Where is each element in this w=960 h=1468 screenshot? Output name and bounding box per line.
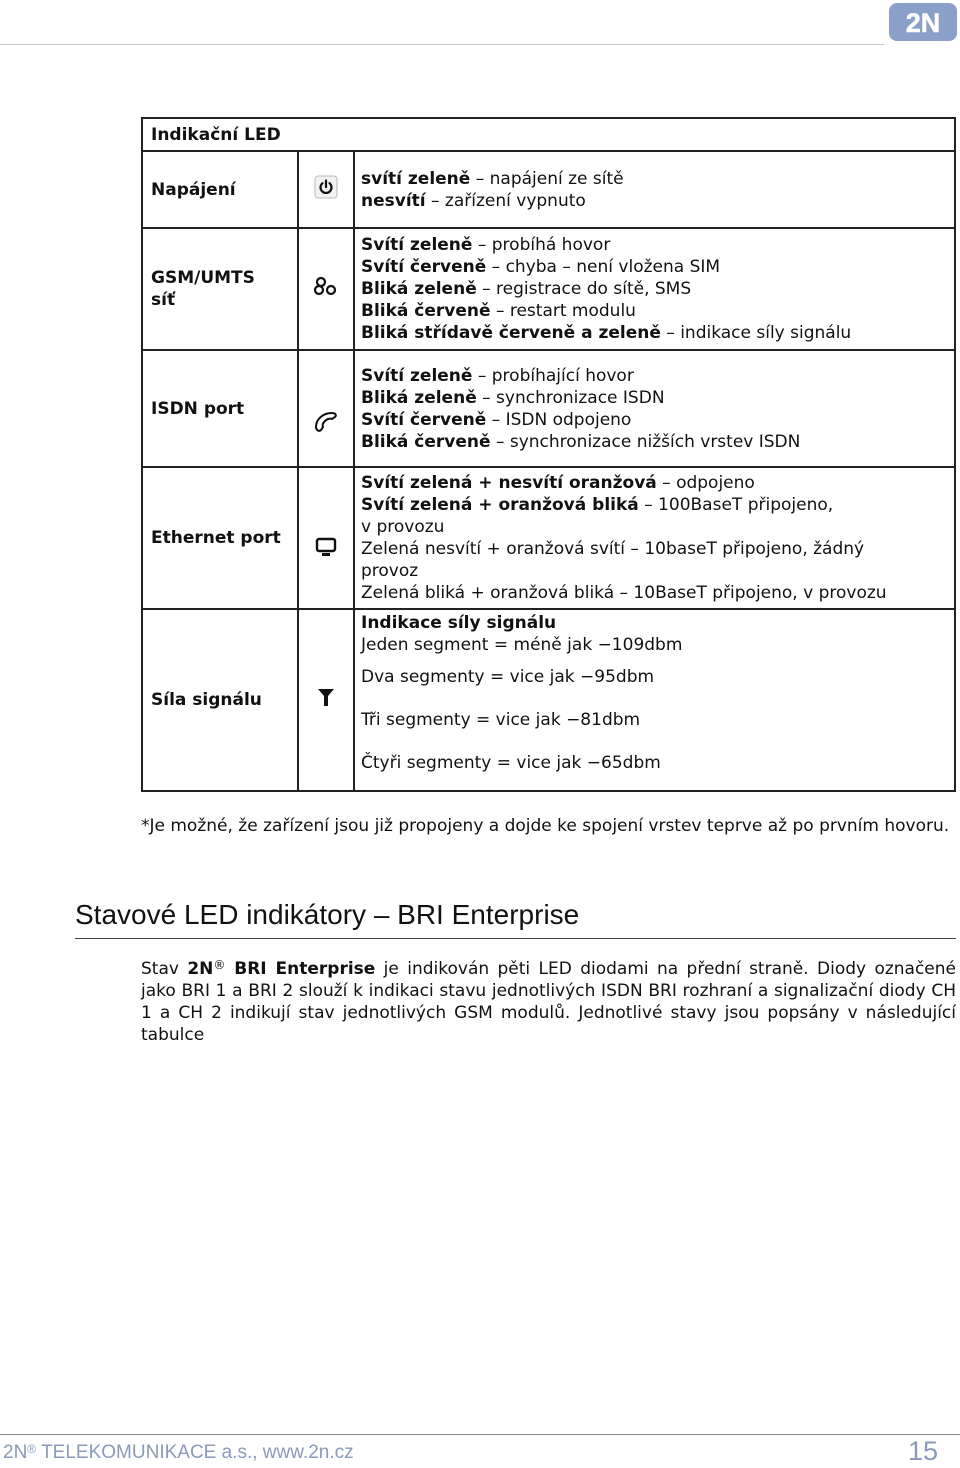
desc-line: Dva segmenty = vice jak −95dbm	[361, 667, 655, 687]
table-row	[142, 151, 955, 228]
body-paragraph: Stav 2N® BRI Enterprise je indikován pěti LED diodami na přední straně. Diody označené jako BRI 1 a BRI 2 slouží k indikaci stavu jednotlivých ISDN BRI rozhraní a signalizační diody CH 1 a CH 2 indikují stav jednotlivých GSM modulů. Jednotlivé stavy jsou popsány v následující tabulce	[141, 958, 956, 1045]
monitor-icon	[314, 536, 338, 564]
desc-line: Bliká zeleně – synchronizace ISDN	[361, 387, 665, 408]
desc-line: provoz	[361, 561, 419, 581]
row-label-ethernet: Ethernet port	[142, 467, 298, 609]
led-indicator-table	[141, 117, 956, 792]
gsm-icon	[313, 276, 339, 302]
row-label-isdn: ISDN port	[142, 350, 298, 467]
desc-line: Zelená bliká + oranžová bliká – 10BaseT připojeno, v provozu	[361, 583, 887, 603]
phone-handset-icon	[313, 410, 339, 438]
desc-line: Bliká červeně – restart modulu	[361, 301, 636, 321]
table-header: Indikační LED	[142, 118, 955, 151]
table-row	[142, 467, 955, 609]
desc-line: Čtyři segmenty = vice jak −65dbm	[361, 753, 661, 773]
heading-rule	[75, 938, 956, 939]
section-heading: Stavové LED indikátory – BRI Enterprise	[75, 899, 580, 930]
desc-line: Svítí zelená + oranžová bliká – 100BaseT připojeno,	[361, 495, 834, 515]
desc-line: Svítí červeně – ISDN odpojeno	[361, 409, 632, 430]
footer-text: 2N® TELEKOMUNIKACE a.s., www.2n.cz	[3, 1442, 354, 1463]
antenna-icon	[315, 686, 337, 714]
table-row	[142, 228, 955, 350]
desc-line: Svítí zeleně – probíhající hovor	[361, 365, 634, 386]
desc-line: Zelená nesvítí + oranžová svítí – 10baseT připojeno, žádný	[361, 539, 865, 559]
desc-line: Tři segmenty = vice jak −81dbm	[361, 710, 641, 730]
2n-logo-mark	[895, 8, 951, 36]
desc-line: Jeden segment = méně jak −109dbm	[361, 635, 683, 655]
desc-line: Bliká červeně – synchronizace nižších vrstev ISDN	[361, 431, 801, 452]
row-label-signal: Síla signálu	[142, 609, 298, 791]
desc-line: nesvítí – zařízení vypnuto	[361, 190, 586, 211]
desc-line: svítí zeleně – napájení ze sítě	[361, 168, 624, 189]
desc-line: v provozu	[361, 517, 445, 537]
table-row	[142, 350, 955, 467]
desc-line: Svítí zeleně – probíhá hovor	[361, 235, 611, 255]
table-row	[142, 609, 955, 791]
row-label-power: Napájení	[142, 151, 298, 228]
page-number: 15	[907, 1436, 938, 1466]
desc-line: Svítí zelená + nesvítí oranžová – odpojeno	[361, 473, 755, 493]
row-label-gsm: GSM/UMTS síť	[142, 228, 298, 350]
signal-title: Indikace síly signálu	[361, 613, 557, 633]
desc-line: Svítí červeně – chyba – není vložena SIM	[361, 257, 721, 277]
footnote: *Je možné, že zařízení jsou již propojeny a dojde ke spojení vrstev teprve až po prvním hovoru.	[141, 816, 950, 836]
power-icon	[314, 175, 338, 205]
header-rule	[0, 44, 884, 45]
table-header-row	[142, 118, 955, 151]
svg-text:2N: 2N	[905, 8, 941, 36]
2n-logo	[889, 3, 957, 41]
footer-rule	[0, 1434, 960, 1435]
desc-line: Bliká zeleně – registrace do sítě, SMS	[361, 279, 692, 299]
desc-line: Bliká střídavě červeně a zeleně – indikace síly signálu	[361, 323, 852, 343]
